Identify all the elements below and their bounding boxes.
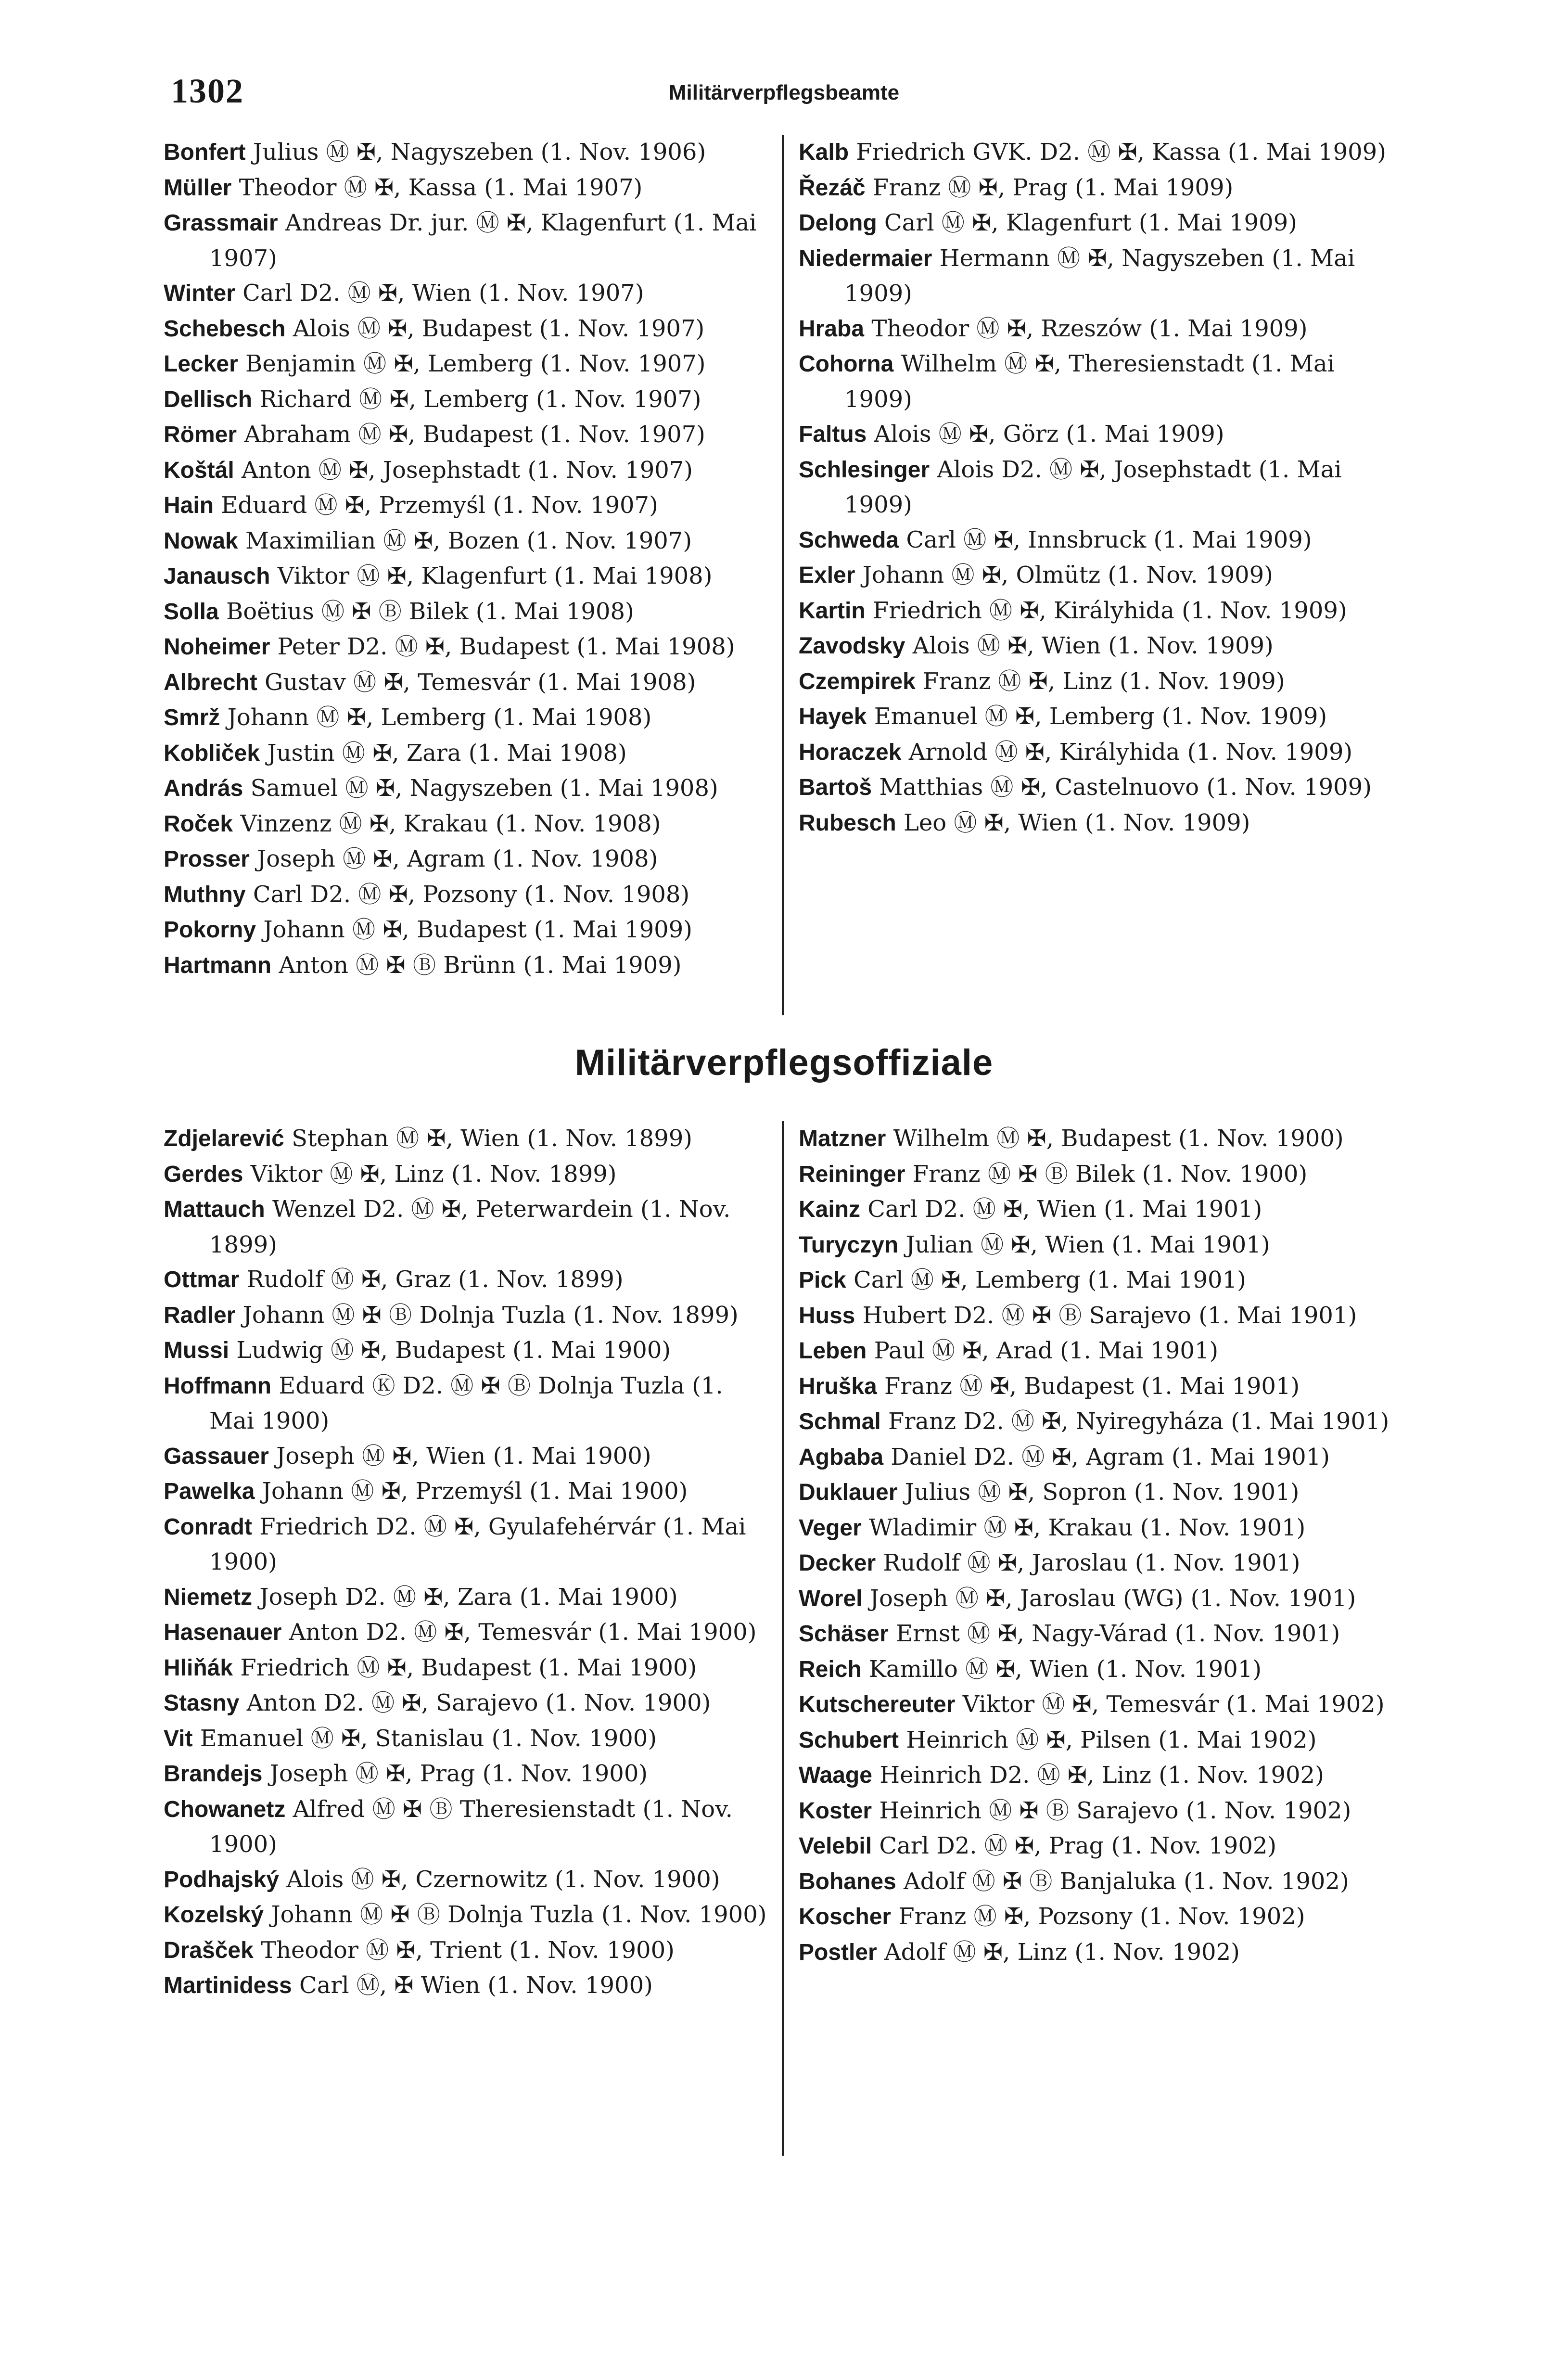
surname: Hoffmann bbox=[164, 1373, 271, 1399]
surname: Turyczyn bbox=[799, 1232, 899, 1258]
surname: Grassmair bbox=[164, 210, 278, 236]
entry-details: Daniel D2. Ⓜ ✠, Agram (1. Mai 1901) bbox=[891, 1443, 1330, 1470]
column-right bbox=[799, 1121, 1410, 1970]
entry-details: Carl D2. Ⓜ ✠, Wien (1. Nov. 1907) bbox=[242, 280, 644, 307]
surname: Mussi bbox=[164, 1338, 229, 1363]
surname: Kutschereuter bbox=[799, 1692, 956, 1717]
list-item bbox=[799, 1899, 1410, 1935]
list-item bbox=[799, 1652, 1410, 1688]
surname: Koštál bbox=[164, 457, 234, 483]
surname: Hraba bbox=[799, 316, 865, 342]
entry-details: Franz Ⓜ ✠, Prag (1. Mai 1909) bbox=[873, 174, 1234, 201]
entry-details: Wilhelm Ⓜ ✠, Theresienstadt (1. Mai 1909) bbox=[844, 350, 1335, 413]
list-item bbox=[164, 382, 775, 418]
surname: Vit bbox=[164, 1726, 193, 1752]
entry-details: Carl Ⓜ ✠, Innsbruck (1. Mai 1909) bbox=[906, 526, 1312, 553]
entry-details: Viktor Ⓜ ✠, Linz (1. Nov. 1899) bbox=[250, 1160, 617, 1188]
entry-details: Julius Ⓜ ✠, Sopron (1. Nov. 1901) bbox=[905, 1479, 1300, 1506]
surname: Chowanetz bbox=[164, 1796, 286, 1822]
entry-details: Eduard Ⓚ D2. Ⓜ ✠ Ⓑ Dolnja Tuzla (1. Mai 1900) bbox=[209, 1372, 723, 1434]
list-item bbox=[799, 1687, 1410, 1723]
entry-details: Emanuel Ⓜ ✠, Stanislau (1. Nov. 1900) bbox=[200, 1725, 657, 1752]
surname: Winter bbox=[164, 281, 235, 306]
entry-details: Hermann Ⓜ ✠, Nagyszeben (1. Mai 1909) bbox=[844, 244, 1355, 307]
list-item bbox=[164, 1121, 775, 1157]
column-divider bbox=[782, 1121, 784, 2156]
surname: Duklauer bbox=[799, 1480, 898, 1505]
list-item bbox=[164, 948, 775, 984]
surname: Muthny bbox=[164, 882, 246, 908]
surname: Bonfert bbox=[164, 140, 246, 165]
list-item bbox=[164, 1333, 775, 1368]
list-item bbox=[164, 135, 775, 170]
column-left bbox=[164, 1121, 775, 2004]
entry-details: Carl D2. Ⓜ ✠, Wien (1. Mai 1901) bbox=[867, 1196, 1262, 1223]
entry-details: Anton Ⓜ ✠, Josephstadt (1. Nov. 1907) bbox=[241, 456, 693, 484]
entry-details: Heinrich Ⓜ ✠ Ⓑ Sarajevo (1. Nov. 1902) bbox=[879, 1797, 1351, 1824]
surname: Pokorny bbox=[164, 917, 256, 943]
list-item bbox=[164, 1298, 775, 1333]
list-item bbox=[799, 699, 1410, 735]
entry-details: Johann Ⓜ ✠ Ⓑ Dolnja Tuzla (1. Nov. 1900) bbox=[271, 1901, 767, 1928]
list-item bbox=[799, 523, 1410, 558]
entry-details: Julian Ⓜ ✠, Wien (1. Mai 1901) bbox=[905, 1231, 1270, 1258]
entry-details: Franz Ⓜ ✠, Budapest (1. Mai 1901) bbox=[884, 1372, 1300, 1400]
entry-details: Maximilian Ⓜ ✠, Bozen (1. Nov. 1907) bbox=[245, 527, 692, 554]
list-item bbox=[799, 135, 1410, 170]
list-item bbox=[799, 1510, 1410, 1546]
entry-details: Leo Ⓜ ✠, Wien (1. Nov. 1909) bbox=[903, 809, 1250, 836]
list-item bbox=[799, 805, 1410, 841]
entry-details: Johann Ⓜ ✠, Lemberg (1. Mai 1908) bbox=[227, 704, 652, 731]
list-item bbox=[799, 770, 1410, 805]
entry-details: Franz D2. Ⓜ ✠, Nyiregyháza (1. Mai 1901) bbox=[888, 1408, 1390, 1435]
surname: Zavodsky bbox=[799, 633, 905, 659]
entry-details: Viktor Ⓜ ✠, Klagenfurt (1. Mai 1908) bbox=[277, 563, 713, 589]
surname: Niemetz bbox=[164, 1584, 253, 1610]
entry-details: Kamillo Ⓜ ✠, Wien (1. Nov. 1901) bbox=[868, 1655, 1262, 1683]
surname: Drašček bbox=[164, 1937, 254, 1963]
entry-details: Alois Ⓜ ✠, Budapest (1. Nov. 1907) bbox=[293, 315, 705, 342]
list-item bbox=[164, 771, 775, 806]
list-item bbox=[799, 1227, 1410, 1263]
list-item bbox=[799, 205, 1410, 241]
list-item bbox=[164, 559, 775, 594]
entry-details: Boëtius Ⓜ ✠ Ⓑ Bilek (1. Mai 1908) bbox=[226, 598, 634, 625]
list-item bbox=[799, 1157, 1410, 1192]
surname: Rubesch bbox=[799, 810, 896, 836]
list-item bbox=[799, 1192, 1410, 1227]
list-item bbox=[799, 1121, 1410, 1157]
list-item bbox=[164, 1474, 775, 1509]
entry-details: Alois Ⓜ ✠, Wien (1. Nov. 1909) bbox=[912, 632, 1274, 659]
surname: Horaczek bbox=[799, 739, 902, 765]
entry-details: Justin Ⓜ ✠, Zara (1. Mai 1908) bbox=[267, 739, 627, 767]
list-item bbox=[799, 1828, 1410, 1864]
entry-details: Johann Ⓜ ✠, Olmütz (1. Nov. 1909) bbox=[862, 562, 1273, 588]
entry-details: Carl Ⓜ, ✠ Wien (1. Nov. 1900) bbox=[299, 1972, 653, 1999]
surname: Velebil bbox=[799, 1833, 872, 1859]
surname: Cohorna bbox=[799, 351, 894, 377]
entry-details: Richard Ⓜ ✠, Lemberg (1. Nov. 1907) bbox=[259, 385, 701, 413]
entry-details: Franz Ⓜ ✠, Linz (1. Nov. 1909) bbox=[923, 667, 1285, 695]
list-item bbox=[799, 346, 1410, 417]
entry-details: Johann Ⓜ ✠ Ⓑ Dolnja Tuzla (1. Nov. 1899) bbox=[242, 1301, 739, 1329]
surname: Niedermaier bbox=[799, 245, 932, 271]
list-item bbox=[164, 806, 775, 842]
list-item bbox=[164, 629, 775, 665]
surname: Waage bbox=[799, 1763, 872, 1788]
column-divider bbox=[782, 135, 784, 1015]
list-item bbox=[799, 1581, 1410, 1617]
surname: Postler bbox=[799, 1939, 877, 1965]
list-item bbox=[164, 1580, 775, 1615]
entry-details: Joseph Ⓜ ✠, Jaroslau (WG) (1. Nov. 1901) bbox=[869, 1585, 1356, 1612]
surname: Dellisch bbox=[164, 386, 253, 412]
list-item bbox=[164, 1650, 775, 1686]
entry-details: Alois D2. Ⓜ ✠, Josephstadt (1. Mai 1909) bbox=[844, 456, 1342, 518]
surname: Schäser bbox=[799, 1621, 889, 1647]
list-item bbox=[164, 1897, 775, 1933]
column-left bbox=[164, 135, 775, 983]
list-item bbox=[164, 1157, 775, 1192]
surname: Schubert bbox=[799, 1727, 899, 1753]
list-item bbox=[164, 736, 775, 771]
entry-details: Heinrich D2. Ⓜ ✠, Linz (1. Nov. 1902) bbox=[880, 1762, 1324, 1789]
list-item bbox=[164, 877, 775, 913]
surname: Decker bbox=[799, 1550, 876, 1576]
entry-details: Theodor Ⓜ ✠, Trient (1. Nov. 1900) bbox=[261, 1936, 675, 1964]
entry-details: Peter D2. Ⓜ ✠, Budapest (1. Mai 1908) bbox=[277, 633, 735, 660]
surname: Gassauer bbox=[164, 1443, 269, 1469]
surname: Kobliček bbox=[164, 740, 260, 766]
surname: Schmal bbox=[799, 1409, 881, 1434]
list-item bbox=[164, 205, 775, 276]
surname: Hayek bbox=[799, 704, 867, 729]
list-item bbox=[164, 524, 775, 559]
entry-details: Carl Ⓜ ✠, Lemberg (1. Mai 1901) bbox=[854, 1266, 1246, 1293]
list-item bbox=[164, 1756, 775, 1792]
entry-details: Ernst Ⓜ ✠, Nagy-Várad (1. Nov. 1901) bbox=[896, 1620, 1340, 1647]
surname: Solla bbox=[164, 599, 219, 625]
surname: Reich bbox=[799, 1656, 862, 1682]
surname: Worel bbox=[799, 1585, 863, 1611]
surname: Gerdes bbox=[164, 1161, 243, 1187]
entry-details: Carl Ⓜ ✠, Klagenfurt (1. Mai 1909) bbox=[884, 209, 1297, 236]
entry-details: Anton D2. Ⓜ ✠, Temesvár (1. Mai 1900) bbox=[289, 1619, 757, 1646]
list-item bbox=[164, 1439, 775, 1474]
surname: András bbox=[164, 776, 243, 801]
surname: Řezáč bbox=[799, 175, 866, 201]
list-item bbox=[164, 842, 775, 877]
list-item bbox=[799, 1546, 1410, 1581]
surname: Müller bbox=[164, 175, 232, 201]
entry-details: Wenzel D2. Ⓜ ✠, Peterwardein (1. Nov. 1899) bbox=[209, 1196, 731, 1258]
surname: Stasny bbox=[164, 1690, 240, 1716]
entry-details: Franz Ⓜ ✠, Pozsony (1. Nov. 1902) bbox=[898, 1903, 1305, 1930]
list-item bbox=[164, 1862, 775, 1898]
entry-details: Johann Ⓜ ✠, Budapest (1. Mai 1909) bbox=[263, 916, 692, 943]
list-item bbox=[164, 1368, 775, 1439]
surname: Römer bbox=[164, 422, 237, 447]
surname: Mattauch bbox=[164, 1197, 265, 1222]
section-offiziale bbox=[164, 1121, 1415, 2156]
column-right bbox=[799, 135, 1410, 841]
entry-details: Heinrich Ⓜ ✠, Pilsen (1. Mai 1902) bbox=[906, 1726, 1317, 1753]
surname: Kozelský bbox=[164, 1902, 264, 1928]
entry-details: Emanuel Ⓜ ✠, Lemberg (1. Nov. 1909) bbox=[874, 703, 1327, 730]
surname: Hruška bbox=[799, 1373, 877, 1399]
list-item bbox=[799, 1793, 1410, 1829]
surname: Faltus bbox=[799, 422, 867, 447]
entry-details: Ludwig Ⓜ ✠, Budapest (1. Mai 1900) bbox=[236, 1337, 671, 1364]
entry-details: Carl D2. Ⓜ ✠, Prag (1. Nov. 1902) bbox=[879, 1832, 1277, 1859]
surname: Bartoš bbox=[799, 775, 872, 800]
surname: Lecker bbox=[164, 351, 238, 377]
list-item bbox=[164, 1509, 775, 1580]
list-item bbox=[799, 241, 1410, 311]
entry-details: Matthias Ⓜ ✠, Castelnuovo (1. Nov. 1909) bbox=[879, 774, 1372, 801]
surname: Ottmar bbox=[164, 1267, 240, 1292]
list-item bbox=[164, 1262, 775, 1298]
surname: Radler bbox=[164, 1302, 236, 1328]
surname: Zdjelarević bbox=[164, 1126, 284, 1151]
entry-details: Joseph Ⓜ ✠, Wien (1. Mai 1900) bbox=[276, 1442, 651, 1470]
entry-details: Theodor Ⓜ ✠, Rzeszów (1. Mai 1909) bbox=[871, 315, 1308, 342]
list-item bbox=[164, 453, 775, 488]
entry-details: Paul Ⓜ ✠, Arad (1. Mai 1901) bbox=[874, 1337, 1219, 1364]
list-item bbox=[164, 417, 775, 453]
entry-details: Wladimir Ⓜ ✠, Krakau (1. Nov. 1901) bbox=[869, 1514, 1306, 1541]
list-item bbox=[164, 276, 775, 311]
surname: Hain bbox=[164, 493, 214, 518]
entry-details: Friedrich D2. Ⓜ ✠, Gyulafehérvár (1. Mai 1900) bbox=[209, 1513, 746, 1575]
list-item bbox=[799, 1440, 1410, 1475]
surname: Janausch bbox=[164, 563, 270, 589]
entry-details: Adolf Ⓜ ✠, Linz (1. Nov. 1902) bbox=[884, 1938, 1240, 1966]
list-item bbox=[164, 1968, 775, 2004]
list-item bbox=[799, 558, 1410, 593]
entry-details: Anton Ⓜ ✠ Ⓑ Brünn (1. Mai 1909) bbox=[279, 951, 682, 979]
entry-details: Joseph Ⓜ ✠, Agram (1. Nov. 1908) bbox=[257, 845, 658, 872]
surname: Kartin bbox=[799, 598, 866, 624]
list-item bbox=[799, 628, 1410, 664]
list-item bbox=[164, 346, 775, 382]
list-item bbox=[799, 1298, 1410, 1334]
entry-details: Stephan Ⓜ ✠, Wien (1. Nov. 1899) bbox=[292, 1125, 693, 1152]
list-item bbox=[164, 1933, 775, 1969]
list-item bbox=[799, 1935, 1410, 1970]
surname: Noheimer bbox=[164, 634, 270, 660]
entry-details: Vinzenz Ⓜ ✠, Krakau (1. Nov. 1908) bbox=[240, 810, 661, 837]
list-item bbox=[799, 1758, 1410, 1793]
running-head: Militärverpflegsbeamte bbox=[668, 81, 900, 104]
list-item bbox=[164, 311, 775, 347]
surname: Kainz bbox=[799, 1197, 861, 1222]
surname: Hliňák bbox=[164, 1655, 233, 1681]
surname: Leben bbox=[799, 1338, 867, 1364]
surname: Delong bbox=[799, 210, 877, 236]
entry-details: Andreas Dr. jur. Ⓜ ✠, Klagenfurt (1. Mai 1907) bbox=[209, 209, 757, 272]
surname: Veger bbox=[799, 1515, 862, 1541]
list-item bbox=[799, 311, 1410, 347]
list-item bbox=[799, 170, 1410, 206]
surname: Martinidess bbox=[164, 1973, 292, 1998]
surname: Prosser bbox=[164, 846, 250, 872]
entry-details: Joseph Ⓜ ✠, Prag (1. Nov. 1900) bbox=[269, 1760, 648, 1787]
surname: Matzner bbox=[799, 1126, 886, 1151]
surname: Kalb bbox=[799, 140, 849, 165]
entry-details: Hubert D2. Ⓜ ✠ Ⓑ Sarajevo (1. Mai 1901) bbox=[862, 1302, 1357, 1329]
section-beamte bbox=[164, 135, 1415, 1015]
list-item bbox=[164, 1192, 775, 1262]
list-item bbox=[164, 912, 775, 948]
surname: Hasenauer bbox=[164, 1620, 282, 1645]
surname: Bohanes bbox=[799, 1868, 896, 1894]
list-item bbox=[799, 417, 1410, 452]
surname: Schebesch bbox=[164, 316, 286, 342]
surname: Nowak bbox=[164, 528, 238, 554]
entry-details: Wilhelm Ⓜ ✠, Budapest (1. Nov. 1900) bbox=[893, 1125, 1344, 1152]
surname: Czempirek bbox=[799, 668, 916, 694]
list-item bbox=[164, 1686, 775, 1721]
surname: Podhajský bbox=[164, 1867, 280, 1892]
entry-details: Arnold Ⓜ ✠, Királyhida (1. Nov. 1909) bbox=[908, 738, 1353, 766]
list-item bbox=[164, 1721, 775, 1757]
entry-details: Alois Ⓜ ✠, Görz (1. Mai 1909) bbox=[874, 421, 1224, 447]
entry-details: Julius Ⓜ ✠, Nagyszeben (1. Nov. 1906) bbox=[253, 139, 706, 166]
list-item bbox=[799, 1616, 1410, 1652]
surname: Agbaba bbox=[799, 1444, 884, 1470]
entry-details: Joseph D2. Ⓜ ✠, Zara (1. Mai 1900) bbox=[259, 1583, 678, 1611]
entry-details: Rudolf Ⓜ ✠, Jaroslau (1. Nov. 1901) bbox=[883, 1549, 1300, 1576]
list-item bbox=[799, 1404, 1410, 1440]
entry-details: Eduard Ⓜ ✠, Przemyśl (1. Nov. 1907) bbox=[221, 492, 658, 519]
entry-details: Viktor Ⓜ ✠, Temesvár (1. Mai 1902) bbox=[962, 1691, 1385, 1718]
section-title: Militärverpflegsoffiziale bbox=[574, 1042, 994, 1083]
surname: Koster bbox=[799, 1798, 872, 1824]
list-item bbox=[164, 665, 775, 701]
surname: Albrecht bbox=[164, 669, 257, 695]
surname: Reininger bbox=[799, 1161, 905, 1187]
entry-details: Theodor Ⓜ ✠, Kassa (1. Mai 1907) bbox=[239, 174, 643, 201]
entry-details: Johann Ⓜ ✠, Przemyśl (1. Mai 1900) bbox=[262, 1478, 688, 1505]
entry-details: Benjamin Ⓜ ✠, Lemberg (1. Nov. 1907) bbox=[245, 350, 706, 377]
list-item bbox=[799, 1369, 1410, 1405]
list-item bbox=[164, 1792, 775, 1862]
surname: Huss bbox=[799, 1303, 855, 1329]
list-item bbox=[164, 1615, 775, 1650]
list-item bbox=[164, 488, 775, 524]
list-item bbox=[164, 700, 775, 736]
surname: Smrž bbox=[164, 705, 220, 730]
list-item bbox=[799, 593, 1410, 629]
list-item bbox=[164, 170, 775, 206]
entry-details: Rudolf Ⓜ ✠, Graz (1. Nov. 1899) bbox=[246, 1266, 624, 1293]
entry-details: Friedrich Ⓜ ✠, Királyhida (1. Nov. 1909) bbox=[872, 597, 1347, 624]
surname: Conradt bbox=[164, 1514, 252, 1540]
surname: Pick bbox=[799, 1267, 846, 1293]
surname: Schlesinger bbox=[799, 457, 930, 483]
surname: Brandejs bbox=[164, 1761, 263, 1787]
entry-details: Friedrich GVK. D2. Ⓜ ✠, Kassa (1. Mai 1909) bbox=[856, 139, 1386, 166]
entry-details: Alfred Ⓜ ✠ Ⓑ Theresienstadt (1. Nov. 1900) bbox=[209, 1795, 733, 1858]
list-item bbox=[799, 1475, 1410, 1510]
list-item bbox=[799, 1723, 1410, 1758]
entry-details: Franz Ⓜ ✠ Ⓑ Bilek (1. Nov. 1900) bbox=[912, 1160, 1308, 1188]
surname: Schweda bbox=[799, 527, 899, 553]
surname: Pawelka bbox=[164, 1479, 255, 1504]
list-item bbox=[164, 594, 775, 630]
surname: Hartmann bbox=[164, 952, 272, 978]
list-item bbox=[799, 1333, 1410, 1369]
entry-details: Alois Ⓜ ✠, Czernowitz (1. Nov. 1900) bbox=[286, 1866, 720, 1893]
surname: Roček bbox=[164, 811, 233, 837]
list-item bbox=[799, 664, 1410, 700]
entry-details: Carl D2. Ⓜ ✠, Pozsony (1. Nov. 1908) bbox=[253, 881, 690, 908]
list-item bbox=[799, 1263, 1410, 1298]
entry-details: Samuel Ⓜ ✠, Nagyszeben (1. Mai 1908) bbox=[250, 775, 718, 802]
page-number: 1302 bbox=[171, 72, 244, 110]
entry-details: Gustav Ⓜ ✠, Temesvár (1. Mai 1908) bbox=[264, 668, 696, 696]
entry-details: Adolf Ⓜ ✠ Ⓑ Banjaluka (1. Nov. 1902) bbox=[903, 1867, 1349, 1895]
entry-details: Anton D2. Ⓜ ✠, Sarajevo (1. Nov. 1900) bbox=[246, 1689, 711, 1716]
entry-details: Friedrich Ⓜ ✠, Budapest (1. Mai 1900) bbox=[240, 1654, 697, 1681]
entry-details: Abraham Ⓜ ✠, Budapest (1. Nov. 1907) bbox=[244, 421, 705, 448]
list-item bbox=[799, 735, 1410, 770]
list-item bbox=[799, 452, 1410, 523]
surname: Koscher bbox=[799, 1904, 892, 1930]
list-item bbox=[799, 1864, 1410, 1900]
surname: Exler bbox=[799, 563, 855, 588]
